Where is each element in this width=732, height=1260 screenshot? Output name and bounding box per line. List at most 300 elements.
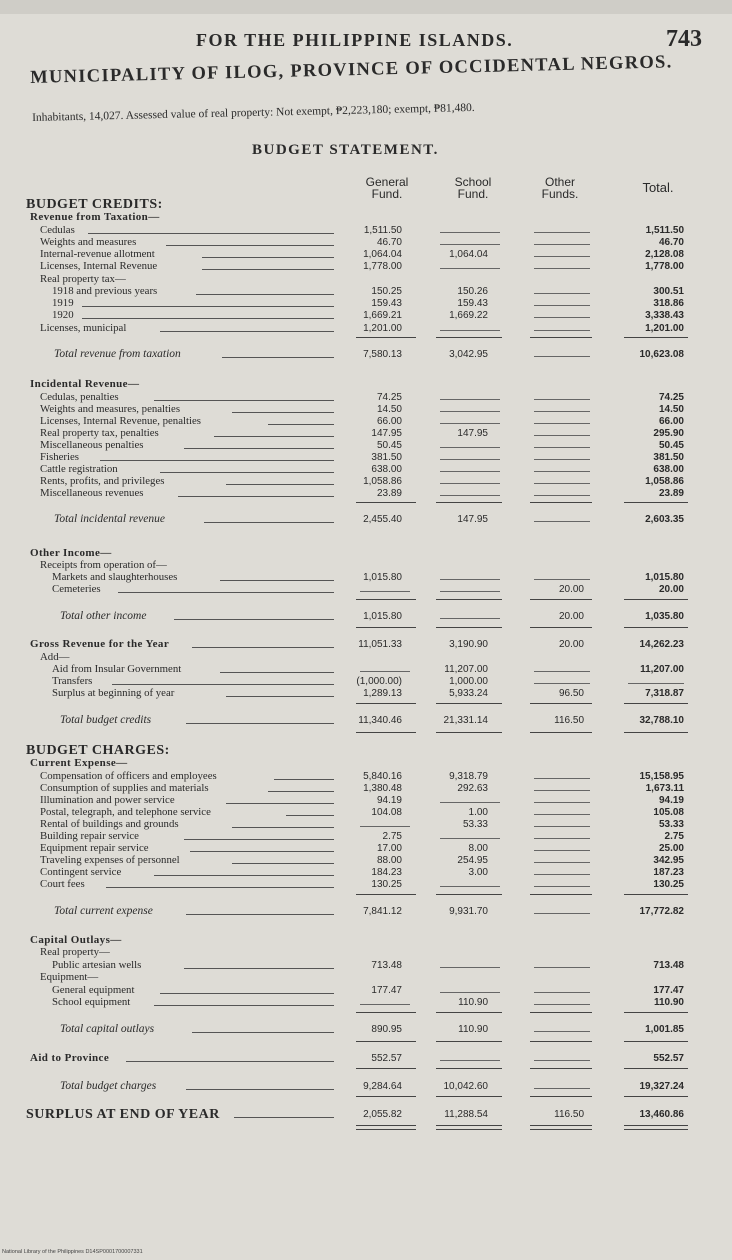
cell-value: 1,058.86 (645, 476, 684, 487)
subtotal-rule (530, 732, 592, 733)
cell-value: 74.25 (658, 392, 684, 403)
cell-value: 159.43 (457, 298, 488, 309)
cell-value: 638.00 (653, 464, 684, 475)
empty-cell-dash (534, 256, 590, 257)
cell-value: 638.00 (371, 464, 402, 475)
row-label: Receipts from operation of— (40, 559, 167, 571)
cell-value: 2.75 (382, 831, 402, 842)
empty-cell-dash (534, 435, 590, 436)
empty-cell-dash (440, 967, 500, 968)
subtotal-rule (436, 703, 502, 704)
subtotal-rule (530, 1129, 592, 1130)
row-label: Gross Revenue for the Year (30, 638, 170, 650)
empty-cell-dash (534, 317, 590, 318)
row-label: General equipment (52, 984, 135, 996)
cell-value: 1,669.22 (449, 310, 488, 321)
empty-cell-dash (628, 683, 684, 684)
cell-value: 1,064.04 (363, 249, 402, 260)
empty-cell-dash (440, 232, 500, 233)
table-row (0, 309, 732, 322)
cell-value: 13,460.86 (639, 1109, 684, 1120)
leader-line (126, 1061, 334, 1062)
leader-line (106, 887, 334, 888)
subtotal-rule (436, 732, 502, 733)
page-number: 743 (666, 26, 702, 52)
row-label: Real property— (40, 946, 110, 958)
row-label: Aid from Insular Government (52, 663, 182, 675)
cell-value: 1,673.11 (645, 783, 684, 794)
empty-cell-dash (440, 579, 500, 580)
empty-cell-dash (440, 802, 500, 803)
empty-cell-dash (534, 992, 590, 993)
row-label: Cattle registration (40, 463, 118, 475)
cell-value: 23.89 (376, 488, 402, 499)
empty-cell-dash (534, 913, 590, 914)
subtotal-rule (624, 599, 688, 600)
subtotal-rule (436, 599, 502, 600)
cell-value: 552.57 (371, 1053, 402, 1064)
cell-value: 9,931.70 (449, 906, 488, 917)
empty-cell-dash (360, 826, 410, 827)
row-label: Weights and measures (40, 236, 137, 248)
empty-cell-dash (534, 886, 590, 887)
leader-line (160, 472, 334, 473)
cell-value: 713.48 (371, 960, 402, 971)
cell-value: 17.00 (376, 843, 402, 854)
cell-value: 295.90 (653, 428, 684, 439)
empty-cell-dash (534, 356, 590, 357)
empty-cell-dash (440, 244, 500, 245)
cell-value: 150.26 (457, 286, 488, 297)
leader-line (232, 827, 334, 828)
row-label: Miscellaneous revenues (40, 487, 144, 499)
table-row (0, 638, 732, 651)
empty-cell-dash (534, 1004, 590, 1005)
row-label: Contingent service (40, 866, 122, 878)
row-label: Cemeteries (52, 583, 101, 595)
cell-value: 381.50 (653, 452, 684, 463)
row-label: 1918 and previous years (52, 285, 158, 297)
leader-line (186, 1089, 334, 1090)
subtotal-rule (356, 1012, 416, 1013)
subtotal-rule (530, 1068, 592, 1069)
cell-value: 1,035.80 (645, 611, 684, 622)
table-row (0, 487, 732, 500)
table-row (0, 757, 732, 770)
row-label: Current Expense— (30, 757, 128, 769)
leader-line (226, 696, 334, 697)
empty-cell-dash (534, 838, 590, 839)
empty-cell-dash (534, 683, 590, 684)
row-label: Weights and measures, penalties (40, 403, 181, 415)
empty-cell-dash (534, 305, 590, 306)
empty-cell-dash (534, 459, 590, 460)
table-row (0, 1052, 732, 1065)
empty-cell-dash (534, 874, 590, 875)
row-label: Public artesian wells (52, 959, 142, 971)
empty-cell-dash (534, 1060, 590, 1061)
running-header: FOR THE PHILIPPINE ISLANDS. (196, 30, 514, 50)
leader-line (286, 815, 334, 816)
row-label: Postal, telegraph, and telephone service (40, 806, 211, 818)
cell-value: 1,511.50 (363, 225, 402, 236)
row-label: Equipment repair service (40, 842, 149, 854)
table-row (0, 1080, 732, 1093)
subtotal-rule (624, 627, 688, 628)
table-row (0, 378, 732, 391)
leader-line (220, 580, 334, 581)
cell-value: 147.95 (371, 428, 402, 439)
cell-value: 292.63 (457, 783, 488, 794)
table-row (0, 1108, 732, 1121)
subtotal-rule (624, 1041, 688, 1042)
row-label: Illumination and power service (40, 794, 175, 806)
row-label: BUDGET CHARGES: (26, 743, 170, 758)
scan-edge (0, 0, 732, 14)
cell-value: 110.90 (653, 997, 684, 1008)
cell-value: 10,623.08 (639, 349, 684, 360)
cell-value: 130.25 (653, 879, 684, 890)
empty-cell-dash (534, 293, 590, 294)
row-label: Miscellaneous penalties (40, 439, 144, 451)
cell-value: 1,001.85 (645, 1024, 684, 1035)
cell-value: 66.00 (658, 416, 684, 427)
cell-value: 116.50 (554, 1109, 584, 1120)
cell-value: 342.95 (653, 855, 684, 866)
cell-value: 15,158.95 (639, 771, 684, 782)
empty-cell-dash (534, 471, 590, 472)
leader-line (232, 863, 334, 864)
empty-cell-dash (534, 521, 590, 522)
cell-value: 2,055.82 (363, 1109, 402, 1120)
cell-value: 5,840.16 (363, 771, 402, 782)
row-label: Cedulas, penalties (40, 391, 119, 403)
table-row (0, 1023, 732, 1036)
empty-cell-dash (534, 671, 590, 672)
cell-value: 300.51 (653, 286, 684, 297)
leader-line (226, 803, 334, 804)
table-row (0, 198, 732, 211)
cell-value: 14.50 (376, 404, 402, 415)
table-row (0, 946, 732, 959)
empty-cell-dash (534, 447, 590, 448)
leader-line (118, 592, 334, 593)
cell-value: 2,603.35 (645, 514, 684, 525)
cell-value: 159.43 (371, 298, 402, 309)
cell-value: 1,289.13 (363, 688, 402, 699)
leader-line (82, 318, 334, 319)
row-label: SURPLUS AT END OF YEAR (26, 1107, 220, 1122)
leader-line (268, 424, 334, 425)
row-label: BUDGET CREDITS: (26, 197, 163, 212)
empty-cell-dash (360, 591, 410, 592)
cell-value: 1,511.50 (645, 225, 684, 236)
cell-value: 130.25 (371, 879, 402, 890)
subtotal-rule (436, 1068, 502, 1069)
row-label: Total current expense (54, 905, 153, 917)
row-label: Incidental Revenue— (30, 378, 140, 390)
cell-value: 8.00 (468, 843, 488, 854)
empty-cell-dash (534, 967, 590, 968)
table-row (0, 878, 732, 891)
col-header-general: General Fund. (365, 175, 409, 201)
cell-value: 10,042.60 (443, 1081, 488, 1092)
cell-value: 7,318.87 (645, 688, 684, 699)
leader-line (232, 412, 334, 413)
empty-cell-dash (534, 814, 590, 815)
row-label: Real property tax— (40, 273, 126, 285)
leader-line (190, 851, 334, 852)
subtotal-rule (530, 1125, 592, 1126)
subtotal-rule (624, 703, 688, 704)
cell-value: 88.00 (376, 855, 402, 866)
subtotal-rule (436, 1096, 502, 1097)
subtotal-rule (624, 1096, 688, 1097)
footer-credit: National Library of the Philippines D14SP0001700007331 (2, 1249, 143, 1255)
subtotal-rule (356, 599, 416, 600)
cell-value: 318.86 (653, 298, 684, 309)
leader-line (112, 684, 334, 685)
cell-value: 1,201.00 (645, 323, 684, 334)
table-row (0, 260, 732, 273)
empty-cell-dash (440, 471, 500, 472)
leader-line (186, 914, 334, 915)
cell-value: 50.45 (376, 440, 402, 451)
cell-value: 713.48 (653, 960, 684, 971)
empty-cell-dash (534, 330, 590, 331)
empty-cell-dash (440, 495, 500, 496)
subtotal-rule (356, 1125, 416, 1126)
cell-value: 11,340.46 (358, 715, 402, 726)
subtotal-rule (530, 627, 592, 628)
table-row (0, 322, 732, 335)
leader-line (166, 245, 334, 246)
empty-cell-dash (534, 802, 590, 803)
cell-value: 1,058.86 (363, 476, 402, 487)
cell-value: 3,338.43 (645, 310, 684, 321)
subtotal-rule (356, 1041, 416, 1042)
cell-value: 32,788.10 (639, 715, 684, 726)
cell-value: 50.45 (658, 440, 684, 451)
subtotal-rule (356, 337, 416, 338)
cell-value: 2,128.08 (645, 249, 684, 260)
cell-value: 11,051.33 (358, 639, 402, 650)
cell-value: 110.90 (458, 997, 488, 1008)
cell-value: 147.95 (457, 514, 488, 525)
leader-line (160, 331, 334, 332)
cell-value: 1,380.48 (363, 783, 402, 794)
row-label: Total revenue from taxation (54, 348, 181, 360)
cell-value: 66.00 (376, 416, 402, 427)
row-label: Licenses, Internal Revenue, penalties (40, 415, 201, 427)
cell-value: 46.70 (376, 237, 402, 248)
cell-value: 53.33 (462, 819, 488, 830)
row-label: Traveling expenses of personnel (40, 854, 180, 866)
cell-value: 104.08 (371, 807, 402, 818)
leader-line (274, 779, 334, 780)
row-label: Licenses, municipal (40, 322, 127, 334)
subtotal-rule (436, 627, 502, 628)
subtotal-rule (436, 502, 502, 503)
leader-line (154, 875, 334, 876)
empty-cell-dash (440, 483, 500, 484)
cell-value: 96.50 (558, 688, 584, 699)
empty-cell-dash (534, 850, 590, 851)
empty-cell-dash (360, 1004, 410, 1005)
empty-cell-dash (440, 591, 500, 592)
row-label: Surplus at beginning of year (52, 687, 175, 699)
subtotal-rule (436, 1041, 502, 1042)
row-label: Revenue from Taxation— (30, 211, 160, 223)
subtotal-rule (624, 1012, 688, 1013)
empty-cell-dash (534, 579, 590, 580)
empty-cell-dash (534, 862, 590, 863)
empty-cell-dash (360, 671, 410, 672)
cell-value: 1,778.00 (363, 261, 402, 272)
row-label: Add— (40, 651, 70, 663)
empty-cell-dash (534, 778, 590, 779)
cell-value: 11,207.00 (640, 664, 684, 675)
leader-line (186, 723, 334, 724)
subtotal-rule (624, 894, 688, 895)
leader-line (160, 993, 334, 994)
empty-cell-dash (440, 411, 500, 412)
col-header-other: Other Funds. (541, 175, 579, 201)
empty-cell-dash (440, 1060, 500, 1061)
cell-value: 1,000.00 (449, 676, 488, 687)
leader-line (202, 257, 334, 258)
cell-value: 1,669.21 (363, 310, 402, 321)
subtotal-rule (530, 337, 592, 338)
leader-line (100, 460, 334, 461)
empty-cell-dash (440, 447, 500, 448)
cell-value: 184.23 (371, 867, 402, 878)
row-label: Total budget credits (60, 714, 152, 726)
table-row (0, 714, 732, 727)
table-row (0, 610, 732, 623)
row-label: Building repair service (40, 830, 139, 842)
cell-value: 14,262.23 (639, 639, 684, 650)
cell-value: 9,318.79 (449, 771, 488, 782)
row-label: Internal-revenue allotment (40, 248, 155, 260)
subtotal-rule (530, 703, 592, 704)
municipality-title: MUNICIPALITY OF ILOG, PROVINCE OF OCCIDENTAL NEGROS. (30, 52, 673, 88)
cell-value: 20.00 (558, 611, 584, 622)
empty-cell-dash (440, 886, 500, 887)
cell-value: 94.19 (658, 795, 684, 806)
row-label: Licenses, Internal Revenue (40, 260, 158, 272)
cell-value: 177.47 (371, 985, 402, 996)
row-label: Fisheries (40, 451, 79, 463)
cell-value: 11,207.00 (444, 664, 488, 675)
empty-cell-dash (534, 423, 590, 424)
cell-value: 2.75 (664, 831, 684, 842)
cell-value: 1,015.80 (363, 572, 402, 583)
cell-value: 1.00 (468, 807, 488, 818)
leader-line (220, 672, 334, 673)
subtotal-rule (624, 1129, 688, 1130)
table-row (0, 996, 732, 1009)
row-label: Total budget charges (60, 1080, 157, 1092)
empty-cell-dash (534, 1088, 590, 1089)
cell-value: 53.33 (658, 819, 684, 830)
subtotal-rule (530, 1041, 592, 1042)
subtotal-rule (356, 1068, 416, 1069)
row-label: Consumption of supplies and materials (40, 782, 209, 794)
cell-value: 7,841.12 (363, 906, 402, 917)
empty-cell-dash (440, 618, 500, 619)
row-label: Transfers (52, 675, 93, 687)
table-row (0, 971, 732, 984)
leader-line (268, 791, 334, 792)
row-label: 1919 (52, 297, 74, 309)
subtotal-rule (624, 1068, 688, 1069)
subtotal-rule (356, 894, 416, 895)
empty-cell-dash (440, 423, 500, 424)
cell-value: 46.70 (658, 237, 684, 248)
cell-value: 116.50 (554, 715, 584, 726)
subtotal-rule (356, 1096, 416, 1097)
leader-line (234, 1117, 334, 1118)
leader-line (88, 233, 334, 234)
leader-line (82, 306, 334, 307)
cell-value: 552.57 (653, 1053, 684, 1064)
subtotal-rule (356, 732, 416, 733)
cell-value: 177.47 (653, 985, 684, 996)
cell-value: 74.25 (376, 392, 402, 403)
subtotal-rule (356, 627, 416, 628)
inhabitants-line: Inhabitants, 14,027. Assessed value of real property: Not exempt, ₱2,223,180; exempt, ₱81,480. (32, 101, 475, 124)
table-row (0, 744, 732, 757)
subtotal-rule (624, 502, 688, 503)
subtotal-rule (530, 599, 592, 600)
leader-line (192, 647, 334, 648)
leader-line (196, 294, 334, 295)
cell-value: 20.00 (558, 584, 584, 595)
subtotal-rule (530, 502, 592, 503)
empty-cell-dash (534, 232, 590, 233)
cell-value: 20.00 (558, 639, 584, 650)
subtotal-rule (436, 894, 502, 895)
cell-value: 187.23 (653, 867, 684, 878)
subtotal-rule (356, 502, 416, 503)
cell-value: 1,201.00 (363, 323, 402, 334)
row-label: Markets and slaughterhouses (52, 571, 178, 583)
subtotal-rule (356, 703, 416, 704)
leader-line (226, 484, 334, 485)
cell-value: 19,327.24 (639, 1081, 684, 1092)
cell-value: 94.19 (376, 795, 402, 806)
subtotal-rule (530, 1012, 592, 1013)
empty-cell-dash (440, 330, 500, 331)
cell-value: 381.50 (371, 452, 402, 463)
cell-value: 147.95 (457, 428, 488, 439)
table-row (0, 513, 732, 526)
empty-cell-dash (534, 790, 590, 791)
subtotal-rule (436, 1129, 502, 1130)
col-header-total: Total. (642, 180, 674, 195)
table-row (0, 583, 732, 596)
row-label: Total other income (60, 610, 147, 622)
leader-line (204, 522, 334, 523)
empty-cell-dash (534, 826, 590, 827)
cell-value: 9,284.64 (363, 1081, 402, 1092)
cell-value: 1,064.04 (449, 249, 488, 260)
cell-value: 105.08 (653, 807, 684, 818)
cell-value: 3,042.95 (449, 349, 488, 360)
leader-line (184, 448, 334, 449)
table-row (0, 211, 732, 224)
